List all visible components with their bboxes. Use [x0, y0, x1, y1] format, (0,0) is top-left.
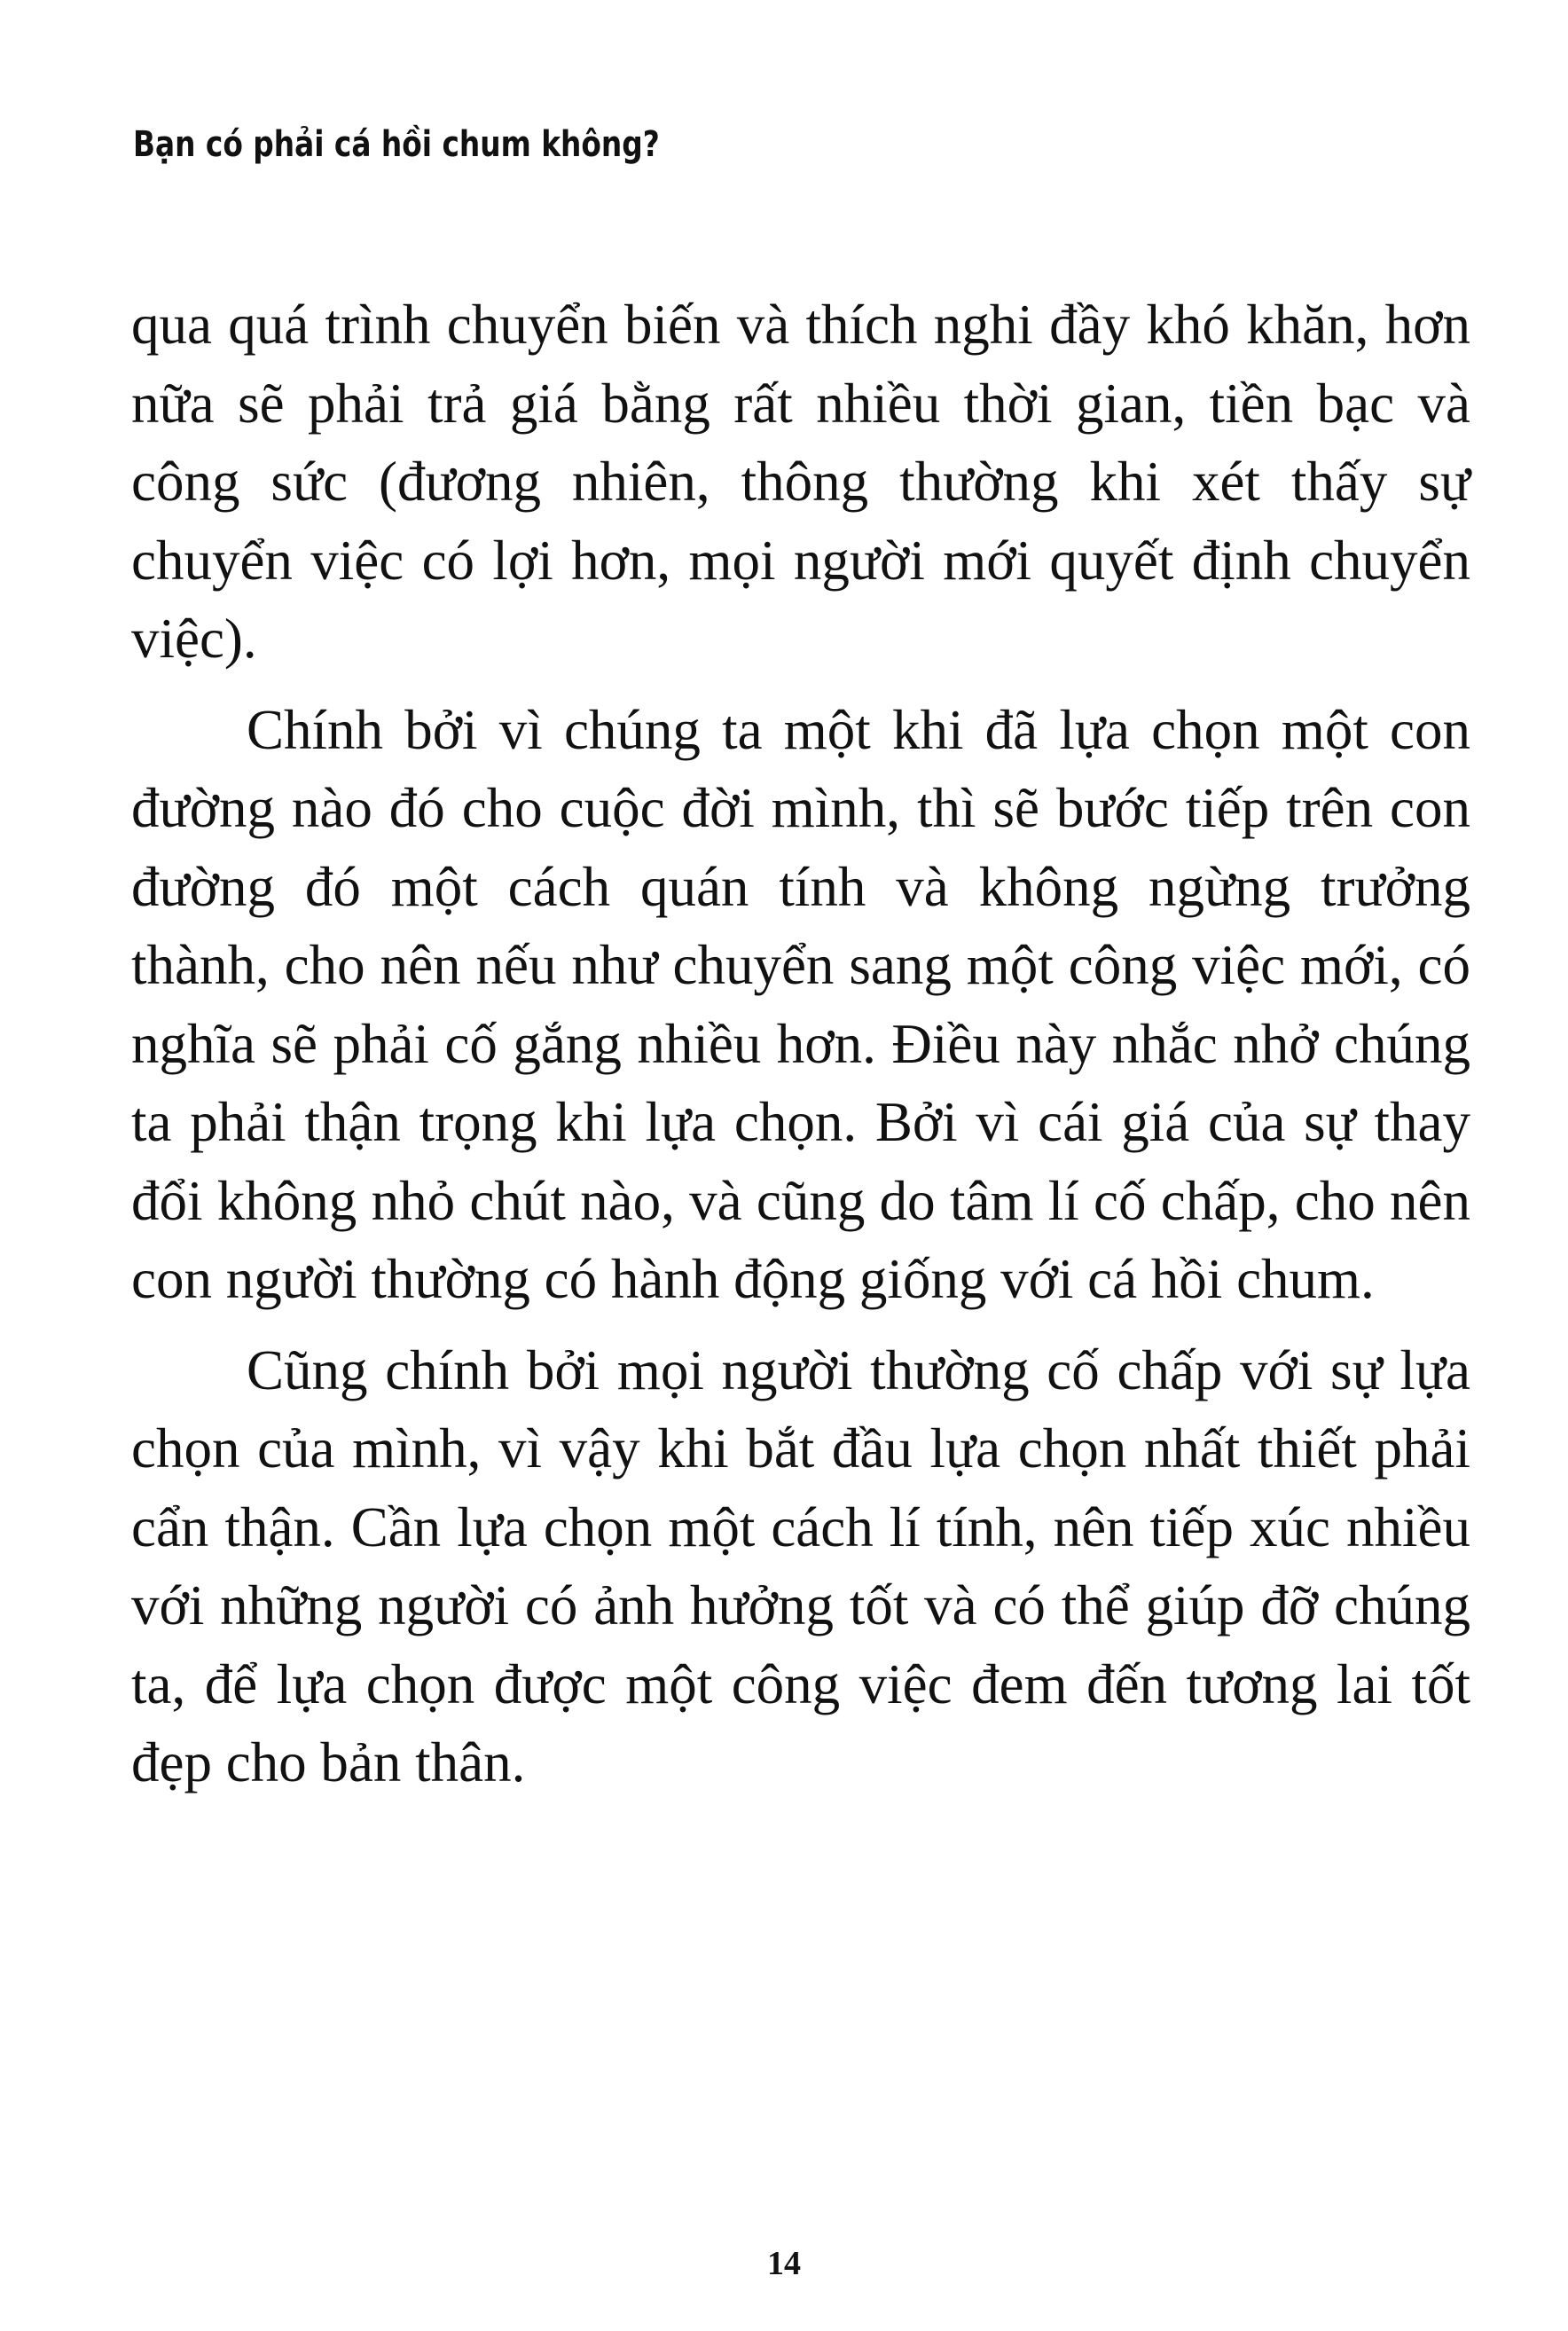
paragraph-3: Cũng chính bởi mọi người thường cố chấp với sự lựa chọn của mình, vì vậy khi bắt đầu lựa chọn nhất thiết phải cẩn thận. Cần lựa chọn một cách lí tính, nên tiếp xúc nhiều với những người có ảnh hưởng tốt và có thể giúp đỡ chúng ta, để lựa chọn được một công việc đem đến tương lai tốt đẹp cho bản thân.: [131, 1338, 1470, 1793]
running-header-title: Bạn có phải cá hồi chum không?: [133, 124, 660, 165]
paragraph-2: Chính bởi vì chúng ta một khi đã lựa chọn một con đường nào đó cho cuộc đời mình, thì sẽ bước tiếp trên con đường đó một cách quán tính và không ngừng trưởng thành, cho nên nếu như chuyển sang một công việc mới, có nghĩa sẽ phải cố gắng nhiều hơn. Điều này nhắc nhở chúng ta phải thận trọng khi lựa chọn. Bởi vì cái giá của sự thay đổi không nhỏ chút nào, và cũng do tâm lí cố chấp, cho nên con người thường có hành động giống với cá hồi chum.: [131, 698, 1470, 1310]
page-number: 14: [767, 2245, 801, 2282]
paragraph-continuation: qua quá trình chuyển biến và thích nghi đầy khó khăn, hơn nữa sẽ phải trả giá bằng rất nhiều thời gian, tiền bạc và công sức (đương nhiên, thông thường khi xét thấy sự chuyển việc có lợi hơn, mọi người mới quyết định chuyển việc).: [131, 294, 1470, 670]
body-text: [131, 286, 1470, 1802]
